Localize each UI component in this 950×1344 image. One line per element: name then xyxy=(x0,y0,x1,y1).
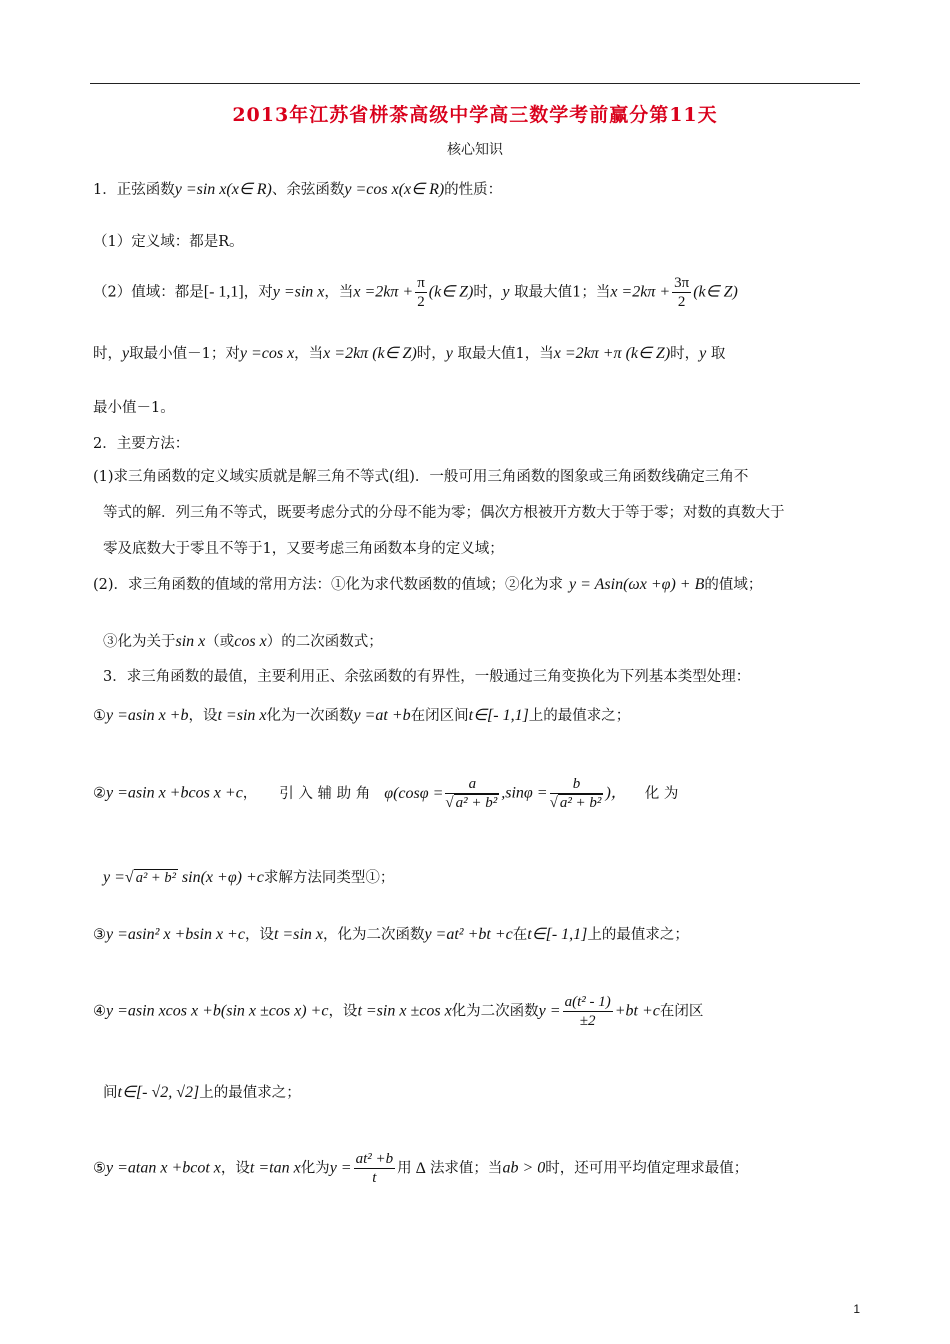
numerator: 3π xyxy=(674,275,690,291)
text: 取 xyxy=(706,346,726,362)
s3-type-4-continued xyxy=(103,1083,301,1103)
text: 引 入 辅 助 角 xyxy=(279,785,371,802)
math: y xyxy=(699,345,707,362)
text: 的性质： xyxy=(444,182,503,198)
math: x =2kπ (k∈ Z) xyxy=(323,345,417,362)
s3-type-2-result xyxy=(103,868,394,888)
math: y =asin x +b xyxy=(106,707,189,724)
text: (2)．求三角函数的值域的常用方法：①化为求代数函数的值域；②化为求 xyxy=(93,577,564,593)
section-subtitle: 核心知识 xyxy=(447,142,503,158)
header-rule xyxy=(90,83,860,84)
text: 求解方法同类型①； xyxy=(263,870,395,886)
text: ，设 xyxy=(328,1003,358,1020)
denominator: 2 xyxy=(417,294,425,310)
fraction-tan xyxy=(354,1150,396,1187)
math: y =cos x xyxy=(239,345,295,362)
math: y xyxy=(502,283,510,301)
math: (k∈ Z) xyxy=(428,283,474,301)
denominator: √ a² + b² xyxy=(445,795,498,811)
math: y xyxy=(122,345,130,362)
numerator: at² +b xyxy=(355,1151,394,1167)
math: y =asin x +bcos x +c xyxy=(106,784,243,802)
math: y xyxy=(445,345,453,362)
s1-line-1 xyxy=(93,180,502,200)
math: t∈[- √2, √2] xyxy=(117,1084,200,1101)
math: t =sin x ±cos x xyxy=(357,1002,452,1020)
s3-type-5 xyxy=(93,1150,748,1187)
math: )， xyxy=(605,784,627,802)
text: 化为二次函数 xyxy=(451,1003,539,1020)
math: x =2kπ +π (k∈ Z) xyxy=(553,345,671,362)
fraction-a-over-root xyxy=(445,775,499,812)
text: ② xyxy=(93,785,106,802)
denominator: t xyxy=(372,1170,377,1186)
numerator: π xyxy=(417,275,425,291)
math: y =cos x(x∈ R) xyxy=(344,181,445,198)
text: 化 为 xyxy=(644,785,679,802)
s3-type-2 xyxy=(93,775,860,812)
math: +bt +c xyxy=(614,1002,660,1020)
text: 化为 xyxy=(300,1160,330,1177)
s1-line-4: 最小值－1。 xyxy=(93,400,175,416)
document-title: 2013年江苏省栟茶高级中学高三数学考前赢分第11天 xyxy=(232,104,718,126)
math: y =asin² x +bsin x +c xyxy=(106,926,245,943)
text: 时， xyxy=(93,346,122,362)
text: 间 xyxy=(103,1085,118,1101)
text: 法求值；当 xyxy=(429,1160,503,1177)
math: (k∈ Z) xyxy=(693,283,738,301)
math: ,sinφ = xyxy=(501,784,548,802)
numerator: a(t² - 1) xyxy=(564,994,611,1010)
math: t =sin x xyxy=(273,926,323,943)
radicand: a² + b² xyxy=(135,870,176,886)
fraction-3pi-over-2 xyxy=(672,274,691,311)
s2-m1-line-c: 零及底数大于零且不等于1，又要考虑三角函数本身的定义域； xyxy=(103,541,504,557)
s3-type-3 xyxy=(93,925,689,945)
math: y =at +b xyxy=(353,707,411,724)
text: 1．正弦函数 xyxy=(93,182,175,198)
s2-heading: 2．主要方法： xyxy=(93,436,190,452)
s2-m1-line-a: (1)求三角函数的定义域实质就是解三角不等式(组)．一般可用三角函数的图象或三角函数线确定三角不 xyxy=(93,469,749,485)
numerator: a xyxy=(445,775,499,794)
math: sin x xyxy=(175,633,206,650)
math: y = xyxy=(538,1002,561,1020)
text: 在 xyxy=(512,927,528,943)
text: ， xyxy=(242,785,258,802)
math: y = Asin(ωx +φ) + B xyxy=(569,576,705,593)
text: ① xyxy=(93,708,106,724)
text: （或 xyxy=(205,634,235,650)
radicand: a² + b² xyxy=(559,795,602,811)
numerator: b xyxy=(550,775,604,794)
text: ③化为关于 xyxy=(103,634,176,650)
math: y =atan x +bcot x xyxy=(106,1159,221,1177)
text: 时， xyxy=(473,284,503,301)
math: [- 1,1] xyxy=(203,283,244,301)
math: x =2kπ + xyxy=(353,283,414,301)
math: y =asin xcos x +b(sin x ±cos x) +c xyxy=(106,1002,329,1020)
math: y =at² +bt +c xyxy=(424,926,513,943)
fraction-quadratic xyxy=(563,993,613,1030)
text: ，设 xyxy=(220,1160,250,1177)
text: 在闭区 xyxy=(659,1003,704,1020)
fraction-pi-over-2 xyxy=(415,274,427,311)
text: 上的最值求之； xyxy=(528,708,631,724)
text: 时， xyxy=(670,346,700,362)
text: ④ xyxy=(93,1003,106,1020)
math: cos x xyxy=(234,633,267,650)
text: ，对 xyxy=(243,284,273,301)
radicand: a² + b² xyxy=(455,795,498,811)
s2-m1-line-b: 等式的解．列三角不等式，既要考虑分式的分母不能为零；偶次方根被开方数大于等于零；对数的真数大于 xyxy=(103,505,785,521)
text: （2）值域：都是 xyxy=(93,284,204,301)
text: 在闭区间 xyxy=(410,708,469,724)
math: y =sin x xyxy=(272,283,325,301)
denominator: √ a² + b² xyxy=(549,795,602,811)
math: sin(x +φ) +c xyxy=(177,869,264,886)
text: 的值域； xyxy=(704,577,763,593)
text: 时， xyxy=(416,346,446,362)
math: ab > 0 xyxy=(502,1159,546,1177)
math: t =sin x xyxy=(217,707,267,724)
text: 化为一次函数 xyxy=(266,708,354,724)
text: ，设 xyxy=(244,927,274,943)
text: 上的最值求之； xyxy=(199,1085,301,1101)
math: t∈[- 1,1] xyxy=(527,926,588,943)
text: 取最大值1，当 xyxy=(452,346,554,362)
text: 时，还可用平均值定理求最值； xyxy=(545,1160,749,1177)
text: ，当 xyxy=(294,346,324,362)
math: y =sin x(x∈ R) xyxy=(174,181,272,198)
math: y = xyxy=(329,1159,352,1177)
s2-m2-line xyxy=(93,575,858,595)
math: t∈[- 1,1] xyxy=(468,707,529,724)
text: ⑤ xyxy=(93,1160,106,1177)
s2-m3-line xyxy=(103,632,383,652)
text: 上的最值求之； xyxy=(587,927,689,943)
text: ，化为二次函数 xyxy=(322,927,425,943)
delta-symbol: Δ xyxy=(415,1159,426,1177)
math: y = xyxy=(103,869,125,886)
s1-line-3 xyxy=(93,344,725,364)
math: t =tan x xyxy=(249,1159,301,1177)
s1-range-line xyxy=(93,274,738,311)
text: 取最小值－1；对 xyxy=(129,346,240,362)
text: 用 xyxy=(397,1160,412,1177)
text: ，当 xyxy=(324,284,354,301)
text: ③ xyxy=(93,927,106,943)
s3-type-1 xyxy=(93,706,630,726)
text: 、余弦函数 xyxy=(271,182,345,198)
s3-heading: 3．求三角函数的最值，主要利用正、余弦函数的有界性，一般通过三角变换化为下列基本类型处理： xyxy=(103,669,751,685)
fraction-b-over-root xyxy=(550,775,604,812)
sqrt-sign: √ xyxy=(124,869,134,886)
text: 取最大值1；当 xyxy=(509,284,611,301)
s3-type-4 xyxy=(93,993,703,1030)
text: ）的二次函数式； xyxy=(266,634,383,650)
math: φ(cosφ = xyxy=(384,784,444,802)
denominator: ±2 xyxy=(579,1013,596,1029)
denominator: 2 xyxy=(677,294,686,310)
s1-domain: （1）定义域：都是R。 xyxy=(93,234,244,250)
math: x =2kπ + xyxy=(610,283,671,301)
text: ，设 xyxy=(188,708,218,724)
page-number: 1 xyxy=(853,1302,860,1316)
